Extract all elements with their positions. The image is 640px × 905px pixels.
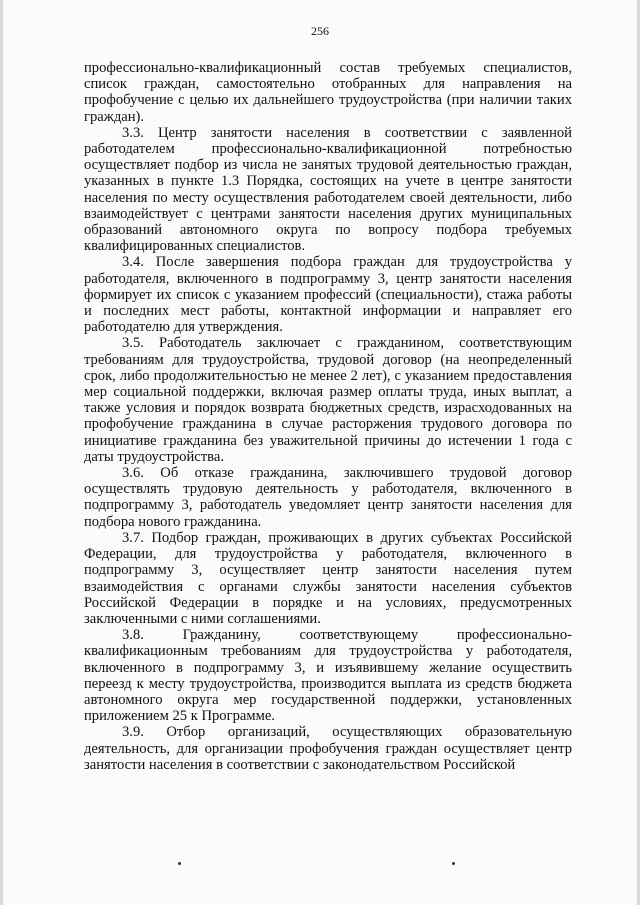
page-number: 256 [311, 24, 329, 38]
paragraph-3-5: 3.5. Работодатель заключает с гражданином, соответствующим требованиям для трудоустройства, трудовой договор (на неопределенный срок, либо продолжительностью не менее 2 лет), с указанием предоставления мер социальной поддержки, включая размер оплаты труда, иных выплат, а также условия и порядок возврата бюджетных средств, израсходованных на профобучение гражданина в случае расторжения трудового договора по инициативе гражданина без уважительной причины до истечении 1 года с даты трудоустройства. [84, 335, 572, 465]
scan-speck [452, 862, 455, 865]
paragraph-continuation: профессионально-квалификационный состав требуемых специалистов, список граждан, самостоятельно отобранных для направления на профобучение с целью их дальнейшего трудоустройства (при наличии таких граждан). [84, 60, 572, 125]
paragraph-3-6: 3.6. Об отказе гражданина, заключившего трудовой договор осуществлять трудовую деятельность у работодателя, включенного в подпрограмму 3, работодатель уведомляет центр занятости населения для подбора нового гражданина. [84, 465, 572, 530]
document-body [84, 60, 572, 773]
scan-speck [178, 862, 181, 865]
paragraph-3-9: 3.9. Отбор организаций, осуществляющих образовательную деятельность, для организации профобучения граждан осуществляет центр занятости населения в соответствии с законодательством Российской [84, 724, 572, 773]
paragraph-3-3: 3.3. Центр занятости населения в соответствии с заявленной работодателем профессионально-квалификационной потребностью осуществляет подбор из числа не занятых трудовой деятельностью граждан, указанных в пункте 1.3 Порядка, состоящих на учете в центре занятости населения по месту осуществления работодателем своей деятельности, либо взаимодействует с центрами занятости населения других муниципальных образований автономного округа по вопросу подбора требуемых квалифицированных специалистов. [84, 124, 572, 255]
scan-edge-left [0, 0, 3, 905]
paragraph-3-4: 3.4. После завершения подбора граждан для трудоустройства у работодателя, включенного в подпрограмму 3, центр занятости населения формирует их список с указанием профессий (специальности), стажа работы и последних мест работы, контактной информации и направляет его работодателю для утверждения. [84, 254, 572, 336]
paragraph-3-7: 3.7. Подбор граждан, проживающих в других субъектах Российской Федерации, для трудоустройства у работодателя, включенного в подпрограмму 3, осуществляет центр занятости населения путем взаимодействия с органами службы занятости населения субъектов Российской Федерации в порядке и на условиях, предусмотренных заключенными с ними соглашениями. [84, 529, 572, 627]
paragraph-3-8: 3.8. Гражданину, соответствующему профессионально-квалификационным требованиям для трудоустройства у работодателя, включенного в подпрограмму 3, и изъявившему желание осуществить переезд к месту трудоустройства, производится выплата из средств бюджета автономного округа мер государственной поддержки, установленных приложением 25 к Программе. [84, 627, 572, 725]
